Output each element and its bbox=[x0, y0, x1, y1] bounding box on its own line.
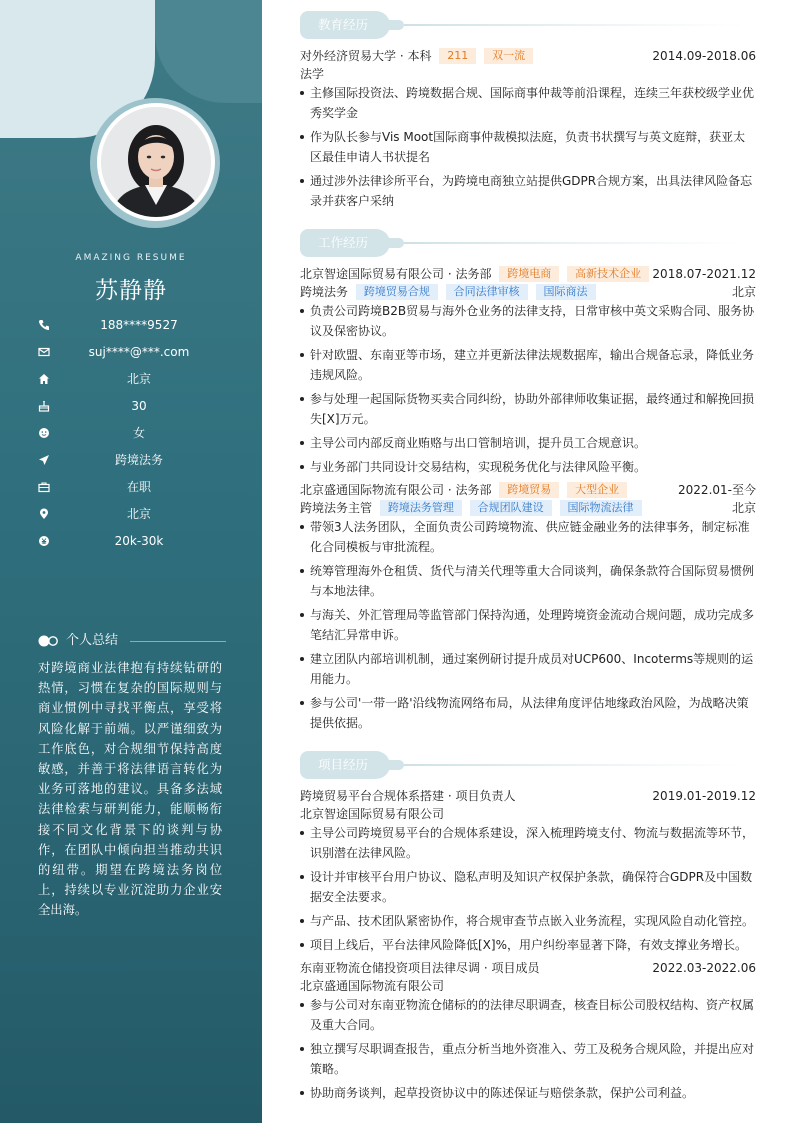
job-bullet: 与业务部门共同设计交易结构，实现税务优化与法律风险平衡。 bbox=[300, 457, 756, 477]
info-residence bbox=[38, 370, 238, 388]
job-bullet: 针对欧盟、东南亚等市场，建立并更新法律法规数据库，输出合规备忘录，降低业务违规风险。 bbox=[300, 345, 756, 385]
project-org: 北京盛通国际物流有限公司 bbox=[300, 979, 445, 993]
job-bullet: 主导公司内部反商业贿赂与出口管制培训，提升员工合规意识。 bbox=[300, 433, 756, 453]
status-value: 在职 bbox=[126, 480, 151, 494]
major: 法学 bbox=[300, 67, 325, 81]
divider bbox=[404, 24, 744, 26]
work-city-value: 北京 bbox=[126, 507, 151, 521]
job-header-row bbox=[300, 481, 756, 499]
summary-title: 个人总结 bbox=[66, 633, 119, 648]
job-date: 2022.01-至今 bbox=[678, 483, 756, 497]
section-title: 工作经历 bbox=[318, 235, 369, 250]
job-bullet: 建立团队内部培训机制，通过案例研讨提升成员对UCP600、Incoterms等规则的运用能力。 bbox=[300, 649, 756, 689]
dots-icon bbox=[38, 635, 60, 647]
job-bullet: 统筹管理海外仓租赁、货代与清关代理等重大合同谈判，确保条款符合国际贸易惯例与本地法律。 bbox=[300, 561, 756, 601]
project-org: 北京智途国际贸易有限公司 bbox=[300, 807, 445, 821]
avatar bbox=[97, 103, 215, 221]
school-tag: 211 bbox=[439, 48, 476, 64]
residence-value: 北京 bbox=[126, 372, 151, 386]
section-education-header bbox=[300, 11, 756, 39]
job-bullet: 参与公司'一带一路'沿线物流网络布局，从法律角度评估地缘政治风险，为战略决策提供依据。 bbox=[300, 693, 756, 733]
job-bullet: 与海关、外汇管理局等监管部门保持沟通，处理跨境资金流动合规问题，成功完成多笔结汇异常申诉。 bbox=[300, 605, 756, 645]
section-work-header bbox=[300, 229, 756, 257]
education-date: 2014.09-2018.06 bbox=[652, 49, 756, 63]
info-salary bbox=[38, 532, 238, 550]
target-position-value: 跨境法务 bbox=[114, 453, 163, 467]
project-bullet: 设计并审核平台用户协议、隐私声明及知识产权保护条款，确保符合GDPR及中国数据安全法要求。 bbox=[300, 867, 756, 907]
education-bullet: 作为队长参与Vis Moot国际商事仲裁模拟法庭，负责书状撰写与英文庭辩，获亚太区最佳申请人书状提名 bbox=[300, 127, 756, 167]
company-tag: 大型企业 bbox=[567, 482, 627, 498]
project-header-row bbox=[300, 787, 756, 805]
education-header-row bbox=[300, 47, 756, 65]
skill-tag: 合同法律审核 bbox=[446, 284, 528, 300]
job-role-row bbox=[300, 283, 756, 301]
info-work-city bbox=[38, 505, 238, 523]
job-header-row bbox=[300, 265, 756, 283]
project-bullet: 协助商务谈判，起草投资协议中的陈述保证与赔偿条款，保护公司利益。 bbox=[300, 1083, 756, 1103]
project-bullet: 项目上线后，平台法律风险降低[X]%，用户纠纷率显著下降，有效支撑业务增长。 bbox=[300, 935, 756, 955]
company-tag: 高新技术企业 bbox=[567, 266, 649, 282]
email-value: suj****@***.com bbox=[88, 345, 190, 359]
section-projects-header bbox=[300, 751, 756, 779]
job-bullet: 参与处理一起国际货物买卖合同纠纷，协助外部律师收集证据，最终通过和解挽回损失[X]万元。 bbox=[300, 389, 756, 429]
divider bbox=[130, 641, 226, 642]
education-bullet: 通过涉外法律诊所平台，为跨境电商独立站提供GDPR合规方案，出具法律风险备忘录并获客户采纳 bbox=[300, 171, 756, 211]
education-bullet: 主修国际投资法、跨境数据合规、国际商事仲裁等前沿课程，连续三年获校级学业优秀奖学金 bbox=[300, 83, 756, 123]
company-tag: 跨境贸易 bbox=[499, 482, 559, 498]
info-age bbox=[38, 397, 238, 415]
skill-tag: 国际商法 bbox=[536, 284, 596, 300]
school-name: 对外经济贸易大学 · 本科 bbox=[300, 49, 432, 63]
age-value: 30 bbox=[131, 399, 147, 413]
gender-value: 女 bbox=[132, 426, 145, 440]
skill-tag: 跨境贸易合规 bbox=[356, 284, 438, 300]
info-gender bbox=[38, 424, 238, 442]
salary-value: 20k-30k bbox=[114, 534, 164, 548]
project-name: 东南亚物流仓储投资项目法律尽调 · 项目成员 bbox=[300, 961, 540, 975]
job-bullet: 带领3人法务团队，全面负责公司跨境物流、供应链金融业务的法律事务，制定标准化合同模板与审批流程。 bbox=[300, 517, 756, 557]
info-target-position bbox=[38, 451, 238, 469]
skill-tag: 合规团队建设 bbox=[470, 500, 552, 516]
phone-value: 188****9527 bbox=[100, 318, 178, 332]
job-role: 跨境法务 bbox=[300, 285, 349, 299]
divider bbox=[404, 242, 744, 244]
info-status bbox=[38, 478, 238, 496]
job-role-row bbox=[300, 499, 756, 517]
project-date: 2019.01-2019.12 bbox=[652, 789, 756, 803]
skill-tag: 国际物流法律 bbox=[560, 500, 642, 516]
sidebar bbox=[0, 0, 262, 1123]
project-bullet: 与产品、技术团队紧密协作，将合规审查节点嵌入业务流程，实现风险自动化管控。 bbox=[300, 911, 756, 931]
summary-text: 对跨境商业法律抱有持续钻研的热情，习惯在复杂的国际规则与商业惯例中寻找平衡点，享受将风险化解于前端。以严谨细致为工作底色，对合规细节保持高度敏感，并善于将法律语言转化为业务可落地的建议。具备多法域法律检索与研判能力，能顺畅衔接不同文化背景下的谈判与协作，在团队中倾向担当推动共识的纽带。期望在跨境法务岗位上，持续以专业沉淀助力企业安全出海。 bbox=[38, 661, 222, 918]
candidate-name: 苏静静 bbox=[95, 278, 167, 304]
company-name: 北京盛通国际物流有限公司 · 法务部 bbox=[300, 483, 492, 497]
job-bullet: 负责公司跨境B2B贸易与海外仓业务的法律支持，日常审核中英文采购合同、服务协议及保密协议。 bbox=[300, 301, 756, 341]
skill-tag: 跨境法务管理 bbox=[380, 500, 462, 516]
section-title: 项目经历 bbox=[318, 757, 369, 772]
project-date: 2022.03-2022.06 bbox=[652, 961, 756, 975]
project-bullet: 参与公司对东南亚物流仓储标的的法律尽职调查，核查目标公司股权结构、资产权属及重大合同。 bbox=[300, 995, 756, 1035]
project-name: 跨境贸易平台合规体系搭建 · 项目负责人 bbox=[300, 789, 516, 803]
summary-heading bbox=[38, 631, 228, 651]
job-location: 北京 bbox=[731, 285, 756, 299]
job-role: 跨境法务主管 bbox=[300, 501, 373, 515]
project-header-row bbox=[300, 959, 756, 977]
project-bullet: 主导公司跨境贸易平台的合规体系建设，深入梳理跨境支付、物流与数据流等环节，识别潜在法律风险。 bbox=[300, 823, 756, 863]
project-bullet: 独立撰写尽职调查报告，重点分析当地外资准入、劳工及税务合规风险，并提出应对策略。 bbox=[300, 1039, 756, 1079]
company-name: 北京智途国际贸易有限公司 · 法务部 bbox=[300, 267, 492, 281]
company-tag: 跨境电商 bbox=[499, 266, 559, 282]
job-location: 北京 bbox=[731, 501, 756, 515]
section-title: 教育经历 bbox=[318, 17, 369, 32]
decorative-shape bbox=[155, 0, 262, 103]
resume-tagline: AMAZING RESUME bbox=[75, 253, 187, 263]
info-email bbox=[38, 343, 238, 361]
job-date: 2018.07-2021.12 bbox=[652, 267, 756, 281]
divider bbox=[404, 764, 744, 766]
school-tag: 双一流 bbox=[484, 48, 533, 64]
info-phone bbox=[38, 316, 238, 334]
